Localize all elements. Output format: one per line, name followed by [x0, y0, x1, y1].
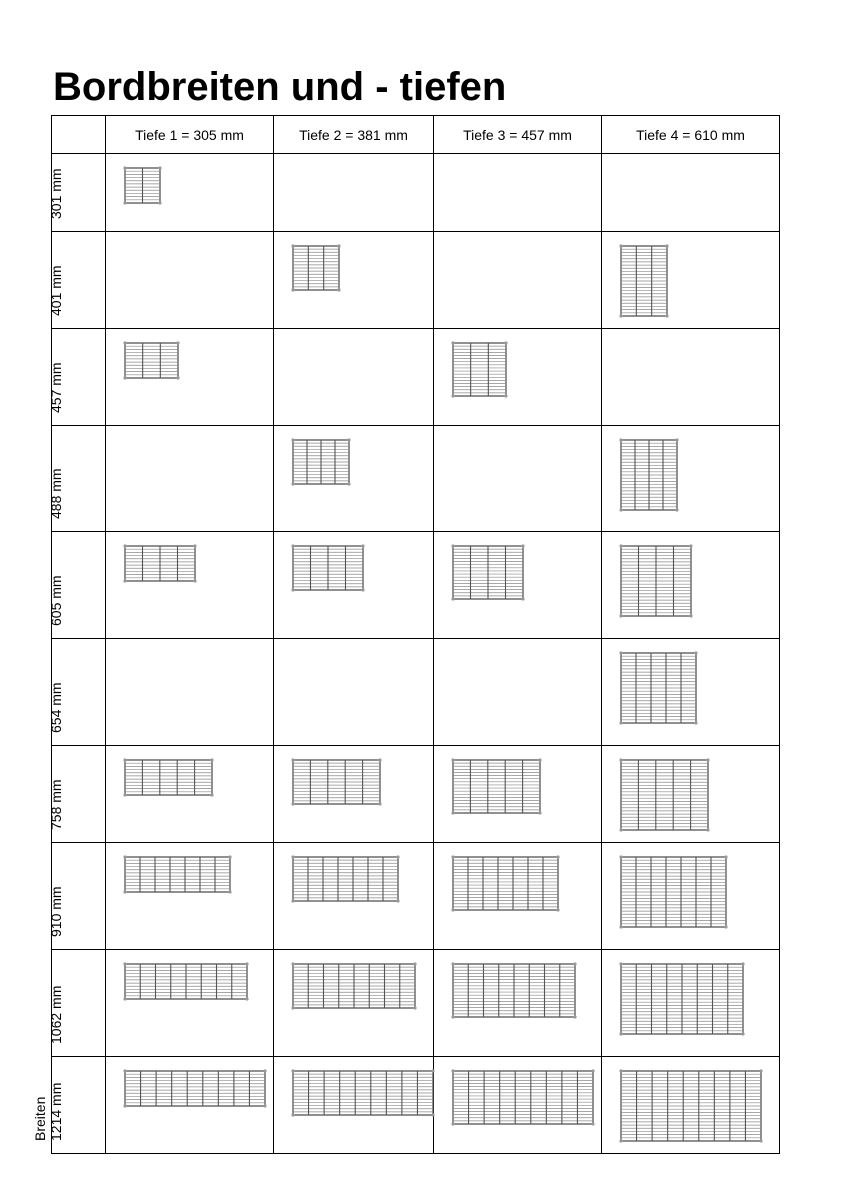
row-label-width: 654 mm: [48, 682, 64, 733]
row-label-width: 457 mm: [48, 362, 64, 413]
row-header: [48, 232, 106, 329]
wire-shelf-drawing: [291, 438, 351, 486]
shelf-cell: [434, 154, 602, 232]
table-row: [52, 426, 780, 532]
table-row: [52, 1057, 780, 1154]
table-row: [52, 639, 780, 746]
shelf-cell: [106, 1057, 274, 1154]
row-label: [48, 779, 64, 830]
row-label: [48, 986, 64, 1044]
column-header-depth-2: Tiefe 2 = 381 mm: [274, 116, 434, 154]
table-row: [52, 843, 780, 950]
wire-shelf-drawing: [291, 544, 365, 592]
row-label-width: 488 mm: [48, 468, 64, 519]
wire-shelf-drawing: [123, 544, 197, 583]
shelf-cell: [274, 843, 434, 950]
row-header: [48, 426, 106, 532]
shelf-cell: [106, 532, 274, 639]
table-row: [52, 532, 780, 639]
shelf-cell: [274, 154, 434, 232]
shelf-cell: [106, 329, 274, 426]
wire-shelf-drawing: [619, 438, 679, 512]
row-header: [48, 532, 106, 639]
shelf-cell: [434, 843, 602, 950]
wire-shelf-drawing: [451, 1069, 595, 1126]
row-label: [48, 168, 64, 219]
row-label: [48, 575, 64, 626]
shelf-cell: [602, 232, 780, 329]
table-row: [52, 154, 780, 232]
shelf-cell: [602, 532, 780, 639]
table-row: [52, 232, 780, 329]
wire-shelf-drawing: [451, 855, 560, 912]
shelf-cell: [602, 329, 780, 426]
wire-shelf-drawing: [619, 1069, 763, 1143]
wire-shelf-drawing: [619, 651, 698, 725]
shelf-cell: [434, 950, 602, 1057]
shelf-cell: [434, 1057, 602, 1154]
shelf-cell: [434, 639, 602, 746]
row-label-width: 1214 mm: [48, 1082, 64, 1141]
wire-shelf-drawing: [123, 1069, 267, 1108]
shelf-cell: [434, 532, 602, 639]
corner-cell: [52, 116, 106, 154]
row-label-width: 758 mm: [48, 779, 64, 830]
shelf-cell: [602, 1057, 780, 1154]
wire-shelf-drawing: [123, 962, 249, 1001]
shelf-cell: [602, 843, 780, 950]
wire-shelf-drawing: [451, 341, 508, 398]
shelf-cell: [434, 329, 602, 426]
table-row: [52, 746, 780, 843]
wire-shelf-drawing: [123, 758, 214, 797]
page-title: Bordbreiten und - tiefen: [53, 65, 507, 109]
shelf-cell: [434, 746, 602, 843]
row-label: [48, 682, 64, 733]
row-header: [48, 746, 106, 843]
row-header: [48, 639, 106, 746]
row-label-width: 301 mm: [48, 168, 64, 219]
table-row: [52, 950, 780, 1057]
shelf-cell: [274, 426, 434, 532]
wire-shelf-drawing: [619, 244, 669, 318]
wire-shelf-drawing: [619, 855, 728, 929]
shelf-cell: [106, 746, 274, 843]
shelf-cell: [106, 843, 274, 950]
row-label-width: 910 mm: [48, 886, 64, 937]
row-label: [48, 362, 64, 413]
shelf-cell: [434, 232, 602, 329]
wire-shelf-drawing: [451, 544, 525, 601]
shelf-cell: [106, 154, 274, 232]
wire-shelf-drawing: [291, 244, 341, 292]
row-label-width: 1062 mm: [48, 985, 64, 1044]
shelf-cell: [602, 950, 780, 1057]
wire-shelf-drawing: [451, 962, 577, 1019]
shelf-cell: [274, 1057, 434, 1154]
wire-shelf-drawing: [619, 544, 693, 618]
row-header: [48, 154, 106, 232]
wire-shelf-drawing: [123, 855, 232, 894]
shelf-cell: [106, 426, 274, 532]
wire-shelf-drawing: [123, 166, 162, 205]
row-label-width: 605 mm: [48, 575, 64, 626]
wire-shelf-drawing: [451, 758, 542, 815]
shelf-cell: [602, 426, 780, 532]
wire-shelf-drawing: [291, 962, 417, 1010]
wire-shelf-drawing: [123, 341, 180, 380]
row-header: [48, 329, 106, 426]
header-row: [52, 116, 780, 154]
shelf-cell: [274, 232, 434, 329]
wire-shelf-drawing: [291, 758, 382, 806]
shelf-cell: [274, 532, 434, 639]
shelf-size-table: [32, 115, 780, 1154]
row-label: [32, 1083, 64, 1141]
shelf-cell: [602, 154, 780, 232]
row-label-width: 401 mm: [48, 265, 64, 316]
shelf-cell: [274, 950, 434, 1057]
row-header: [48, 843, 106, 950]
row-label: [48, 265, 64, 316]
row-header: [32, 1057, 106, 1154]
row-header: [48, 950, 106, 1057]
shelf-cell: [106, 950, 274, 1057]
shelf-cell: [274, 639, 434, 746]
column-header-depth-4: Tiefe 4 = 610 mm: [602, 116, 780, 154]
row-label: [48, 468, 64, 519]
wire-shelf-drawing: [291, 1069, 435, 1117]
shelf-cell: [274, 746, 434, 843]
column-header-depth-1: Tiefe 1 = 305 mm: [106, 116, 274, 154]
shelf-cell: [434, 426, 602, 532]
table-row: [52, 329, 780, 426]
column-header-depth-3: Tiefe 3 = 457 mm: [434, 116, 602, 154]
wire-shelf-drawing: [619, 962, 745, 1036]
shelf-cell: [602, 746, 780, 843]
row-label: [48, 886, 64, 937]
row-label-prefix: Breiten: [32, 1096, 48, 1141]
shelf-cell: [274, 329, 434, 426]
shelf-cell: [602, 639, 780, 746]
wire-shelf-drawing: [619, 758, 710, 832]
shelf-cell: [106, 639, 274, 746]
shelf-cell: [106, 232, 274, 329]
wire-shelf-drawing: [291, 855, 400, 903]
